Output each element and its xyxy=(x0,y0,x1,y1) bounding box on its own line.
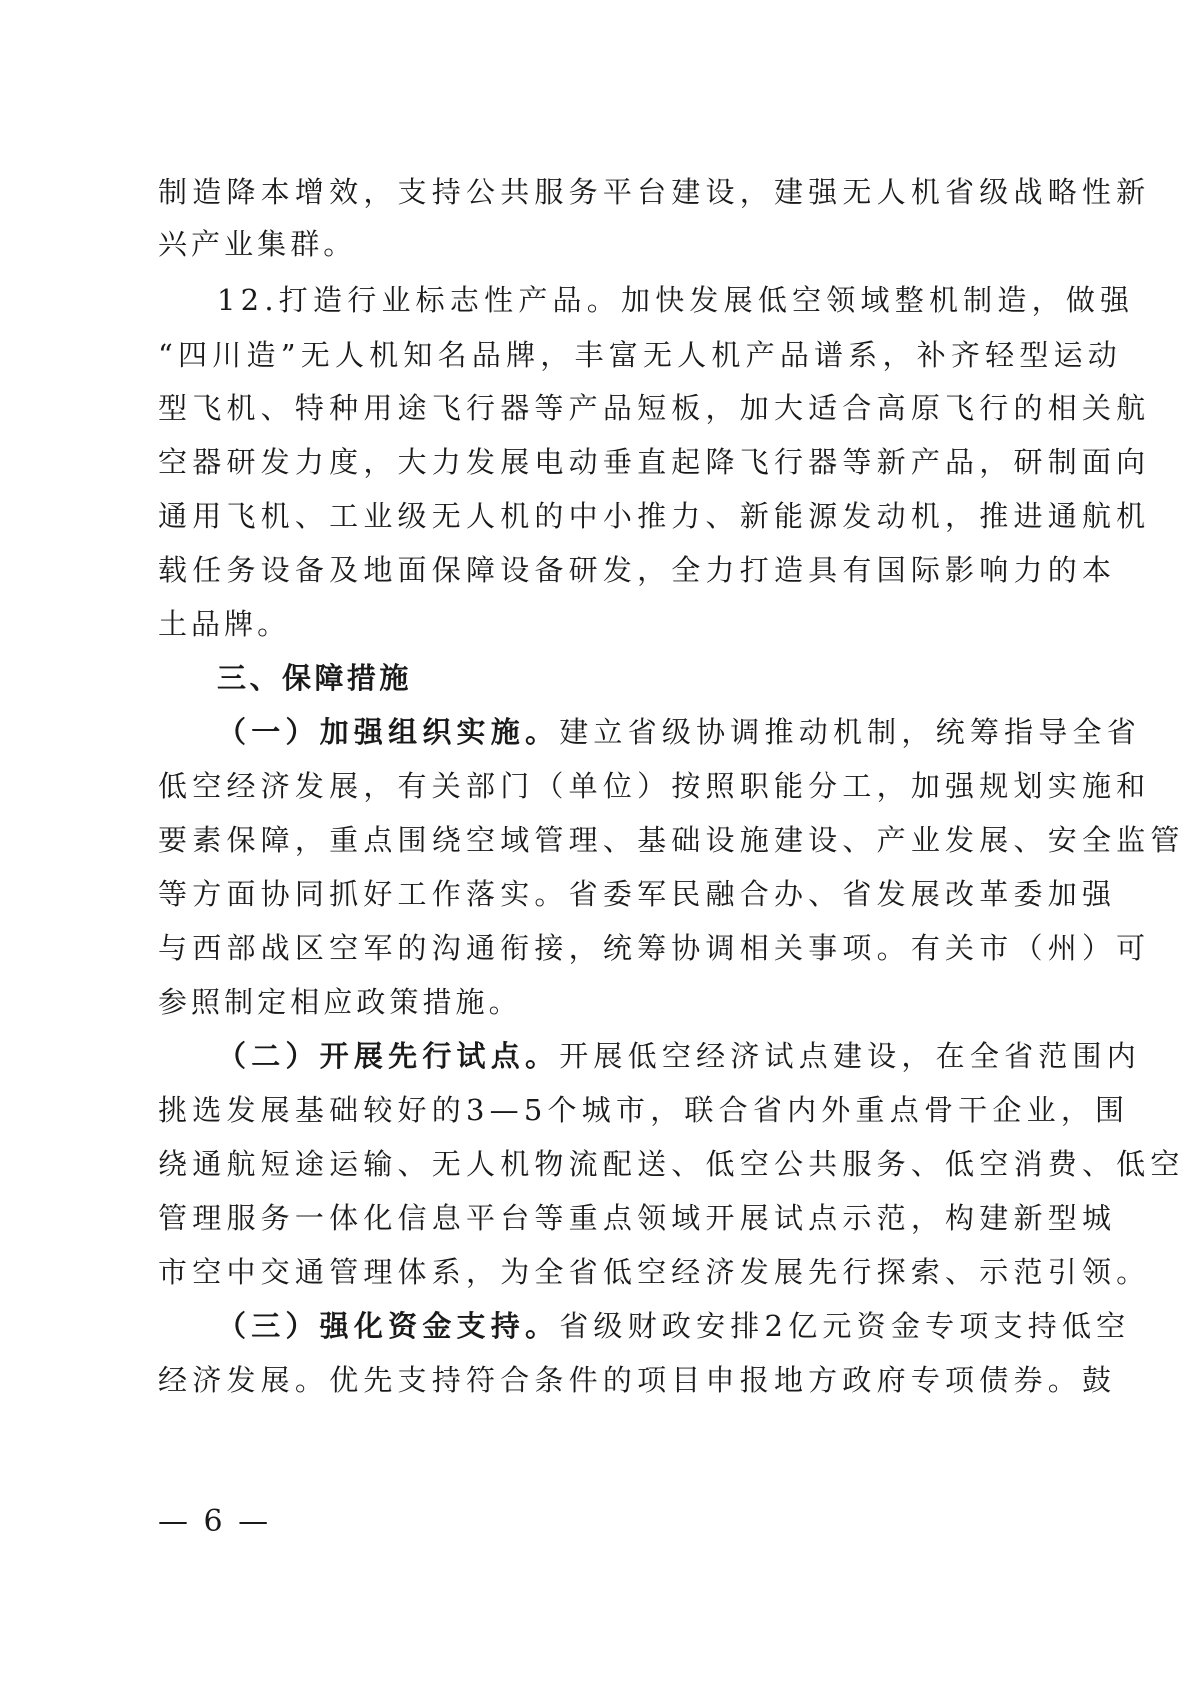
body-line: 制造降本增效，支持公共服务平台建设，建强无人机省级战略性新 xyxy=(158,175,1151,209)
paragraph-text: 省级财政安排2亿元资金专项支持低空 xyxy=(559,1309,1131,1343)
body-line: 通用飞机、工业级无人机的中小推力、新能源发动机，推进通航机 xyxy=(158,499,1151,533)
paragraph-text: 建立省级协调推动机制，统筹指导全省 xyxy=(559,715,1141,749)
paragraph-lead: （一）加强组织实施。 xyxy=(217,715,560,749)
body-line: 12.打造行业标志性产品。加快发展低空领域整机制造，做强 xyxy=(217,283,1135,317)
paragraph-line xyxy=(217,1028,1141,1084)
body-line: 绕通航短途运输、无人机物流配送、低空公共服务、低空消费、低空 xyxy=(158,1147,1185,1181)
body-line: 参照制定相应政策措施。 xyxy=(158,985,522,1019)
paragraph-line xyxy=(217,704,1141,760)
body-line: 管理服务一体化信息平台等重点领域开展试点示范，构建新型城 xyxy=(158,1201,1117,1235)
body-line: “四川造”无人机知名品牌，丰富无人机产品谱系，补齐轻型运动 xyxy=(158,338,1123,372)
section-heading: 三、保障措施 xyxy=(217,661,412,695)
paragraph-lead: （三）强化资金支持。 xyxy=(217,1309,560,1343)
paragraph-line xyxy=(217,1298,1131,1354)
paragraph-lead: （二）开展先行试点。 xyxy=(217,1039,560,1073)
body-line: 载任务设备及地面保障设备研发，全力打造具有国际影响力的本 xyxy=(158,553,1117,587)
body-line: 空器研发力度，大力发展电动垂直起降飞行器等新产品，研制面向 xyxy=(158,445,1151,479)
body-line: 低空经济发展，有关部门（单位）按照职能分工，加强规划实施和 xyxy=(158,769,1151,803)
body-line: 挑选发展基础较好的3—5个城市，联合省内外重点骨干企业，围 xyxy=(158,1093,1130,1127)
body-line: 型飞机、特种用途飞行器等产品短板，加大适合高原飞行的相关航 xyxy=(158,391,1151,425)
body-line: 经济发展。优先支持符合条件的项目申报地方政府专项债券。鼓 xyxy=(158,1363,1117,1397)
body-line: 要素保障，重点围绕空域管理、基础设施建设、产业发展、安全监管 xyxy=(158,823,1185,857)
body-line: 土品牌。 xyxy=(158,607,291,641)
body-line: 兴产业集群。 xyxy=(158,227,357,261)
body-line: 市空中交通管理体系，为全省低空经济发展先行探索、示范引领。 xyxy=(158,1255,1151,1289)
body-line: 与西部战区空军的沟通衔接，统筹协调相关事项。有关市（州）可 xyxy=(158,931,1151,965)
paragraph-text: 开展低空经济试点建设，在全省范围内 xyxy=(559,1039,1141,1073)
body-line: 等方面协同抓好工作落实。省委军民融合办、省发展改革委加强 xyxy=(158,877,1117,911)
page-number: — 6 — xyxy=(158,1504,272,1539)
